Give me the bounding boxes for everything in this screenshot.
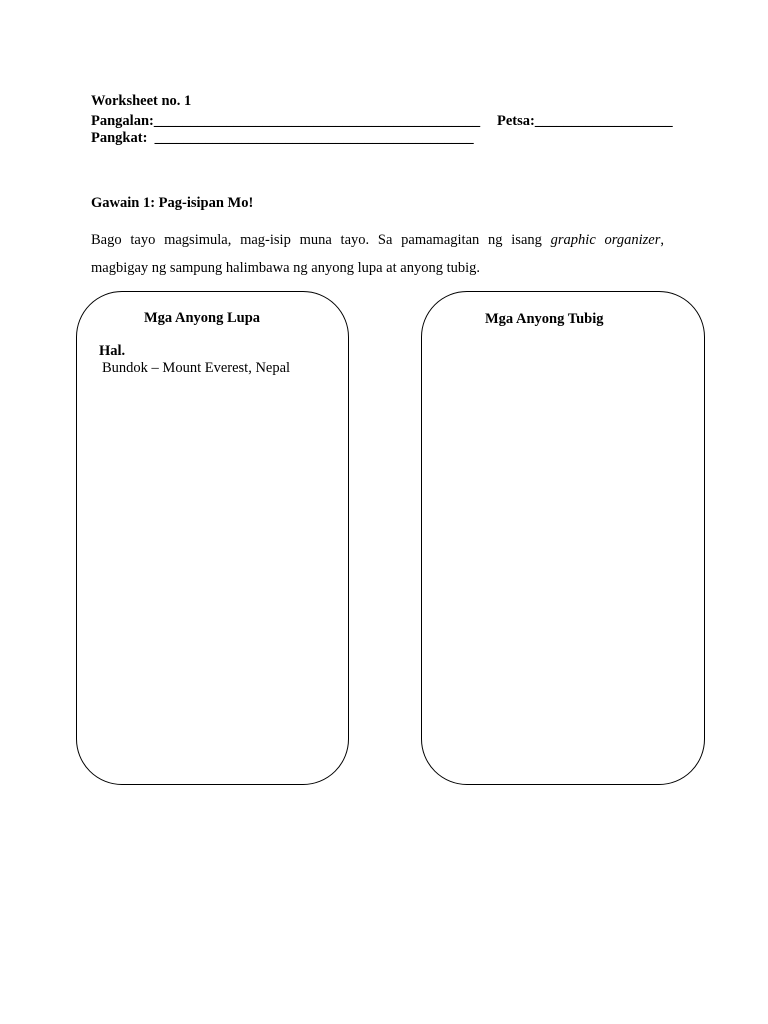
instruction-comma: , [660, 232, 664, 248]
instruction-text-1: Bago tayo magsimula, mag-isip muna tayo. Sa pamamagitan ng isang [91, 232, 551, 248]
name-field: Pangalan:_____________________________________________ [91, 113, 481, 129]
anyong-tubig-box [421, 291, 705, 785]
worksheet-title: Worksheet no. 1 [91, 93, 192, 109]
example-label: Hal. [99, 343, 126, 359]
date-field: Petsa:___________________ [497, 113, 673, 129]
example-text: Bundok – Mount Everest, Nepal [102, 360, 291, 376]
anyong-tubig-title: Mga Anyong Tubig [485, 311, 604, 327]
instruction-italic-term: graphic organizer [550, 232, 661, 248]
instruction-line-2: magbigay ng sampung halimbawa ng anyong lupa at anyong tubig. [91, 260, 481, 276]
group-field: Pangkat: ____________________________________________ [91, 130, 474, 146]
instruction-line-1 [91, 232, 664, 249]
activity-title: Gawain 1: Pag-isipan Mo! [91, 195, 254, 211]
anyong-lupa-title: Mga Anyong Lupa [144, 310, 261, 326]
